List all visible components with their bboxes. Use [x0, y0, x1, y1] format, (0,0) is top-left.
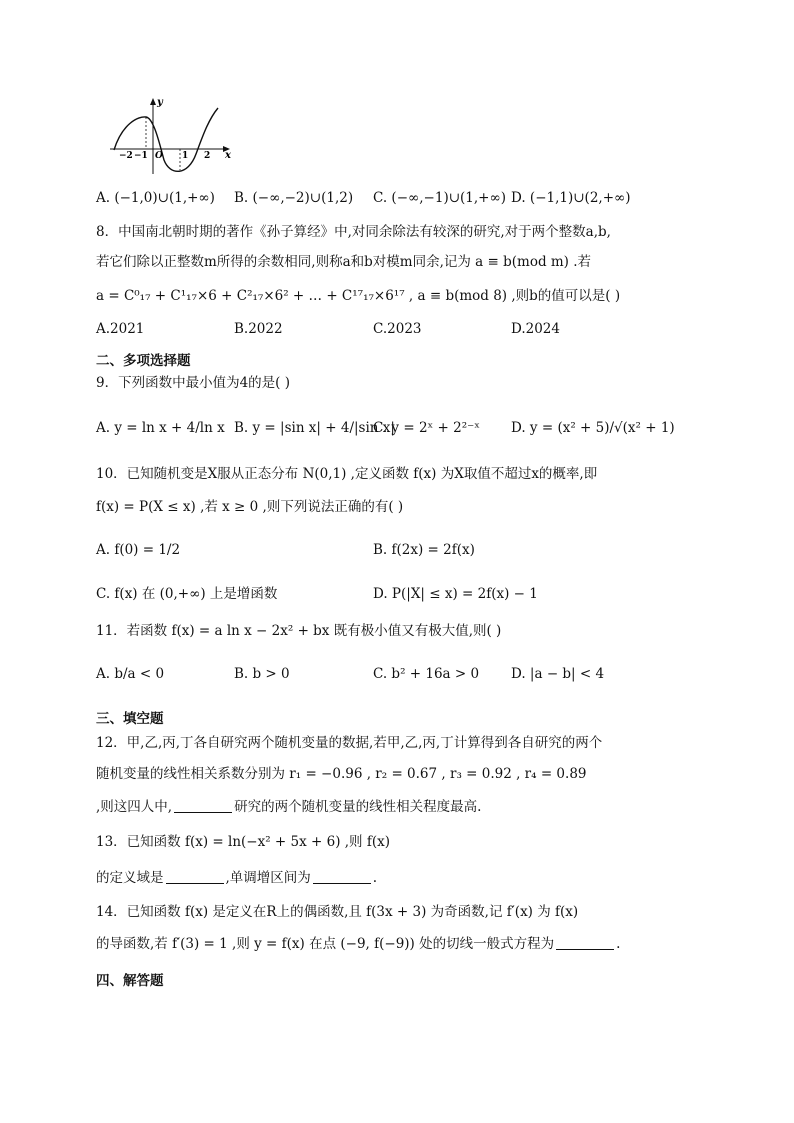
tick-neg2: −2	[119, 151, 133, 161]
q7-option-c: C. (−∞,−1)∪(1,+∞)	[373, 190, 506, 206]
q13-domain-label: 的定义域是	[96, 870, 164, 886]
q10-line-2: f(x) = P(X ≤ x) ,若 x ≥ 0 ,则下列说法正确的有( )	[96, 499, 404, 515]
q8-line-1: 8．中国南北朝时期的著作《孙子算经》中,对同余除法有较深的研究,对于两个整数a,b,	[96, 224, 611, 240]
q12-line-3	[96, 797, 481, 817]
q9-stem: 9．下列函数中最小值为4的是( )	[96, 375, 291, 391]
tick-neg1: −1	[134, 151, 148, 161]
q10-option-d: D. P(|X| ≤ x) = 2f(x) − 1	[373, 586, 538, 602]
q8-option-b: B.2022	[234, 321, 283, 337]
q13-line-2	[96, 868, 377, 888]
q12-answer-blank[interactable]	[174, 798, 232, 813]
q11-option-d: D. |a − b| < 4	[511, 666, 605, 682]
q9-option-c: C. y = 2ˣ + 2²⁻ˣ	[373, 420, 481, 436]
q14-line-2-pre: 的导函数,若 f′(3) = 1 ,则 y = f(x) 在点 (−9, f(−9)) 处的切线一般式方程为	[96, 936, 555, 952]
q10-line-1: 10．已知随机变是X服从正态分布 N(0,1) ,定义函数 f(x) 为X取值不超过x的概率,即	[96, 466, 598, 482]
section-answer: 四、解答题	[96, 973, 164, 989]
q12-line-3-post: 研究的两个随机变量的线性相关程度最高.	[234, 799, 482, 815]
q9-option-d: D. y = (x² + 5)/√(x² + 1)	[511, 420, 675, 436]
q10-option-b: B. f(2x) = 2f(x)	[373, 542, 475, 558]
q14-answer-blank[interactable]	[556, 935, 614, 950]
tick-origin: O	[155, 151, 163, 161]
q11-option-a: A. b/a < 0	[96, 666, 165, 682]
curve	[114, 108, 218, 171]
q7-option-b: B. (−∞,−2)∪(1,2)	[234, 190, 354, 206]
q13-domain-blank[interactable]	[166, 869, 224, 884]
q10-option-c: C. f(x) 在 (0,+∞) 上是增函数	[96, 586, 278, 602]
y-label: y	[157, 97, 163, 108]
q13-line-1: 13．已知函数 f(x) = ln(−x² + 5x + 6) ,则 f(x)	[96, 834, 390, 850]
q8-line-3: a = C⁰₁₇ + C¹₁₇×6 + C²₁₇×6² + … + C¹⁷₁₇×6¹⁷ , a ≡ b(mod 8) ,则b的值可以是( )	[96, 288, 621, 304]
tick-2: 2	[204, 151, 211, 161]
section-multiple-choice: 二、多项选择题	[96, 353, 191, 369]
q11-option-c: C. b² + 16a > 0	[373, 666, 480, 682]
q12-line-1: 12．甲,乙,丙,丁各自研究两个随机变量的数据,若甲,乙,丙,丁计算得到各自研究的两个	[96, 735, 603, 751]
q8-option-d: D.2024	[511, 321, 560, 337]
q11-option-b: B. b > 0	[234, 666, 290, 682]
q8-line-2: 若它们除以正整数m所得的余数相同,则称a和b对模m同余,记为 a ≡ b(mod m) .若	[96, 254, 592, 270]
q13-end: .	[372, 870, 378, 886]
q14-line-2	[96, 934, 620, 954]
q7-option-a: A. (−1,0)∪(1,+∞)	[96, 190, 215, 206]
q12-line-2: 随机变量的线性相关系数分别为 r₁ = −0.96 , r₂ = 0.67 , r₃ = 0.92 , r₄ = 0.89	[96, 766, 587, 782]
function-graph	[108, 94, 234, 176]
y-axis-arrow	[150, 98, 156, 105]
q9-option-a: A. y = ln x + 4/ln x	[96, 420, 225, 436]
q13-interval-blank[interactable]	[313, 869, 371, 884]
q10-option-a: A. f(0) = 1/2	[96, 542, 181, 558]
q7-option-d: D. (−1,1)∪(2,+∞)	[511, 190, 631, 206]
tick-1: 1	[182, 151, 189, 161]
q12-line-3-pre: ,则这四人中,	[96, 799, 173, 815]
q9-option-b: B. y = |sin x| + 4/|sin x|	[234, 420, 395, 436]
x-label: x	[225, 150, 231, 161]
q13-interval-label: ,单调增区间为	[225, 870, 311, 886]
q8-option-a: A.2021	[96, 321, 145, 337]
q14-line-2-post: .	[616, 936, 621, 952]
q14-line-1: 14．已知函数 f(x) 是定义在R上的偶函数,且 f(3x + 3) 为奇函数,记 f′(x) 为 f(x)	[96, 904, 579, 920]
q11-stem: 11．若函数 f(x) = a ln x − 2x² + bx 既有极小值又有极大值,则( )	[96, 623, 502, 639]
section-fill-in: 三、填空题	[96, 711, 164, 727]
q8-option-c: C.2023	[373, 321, 422, 337]
